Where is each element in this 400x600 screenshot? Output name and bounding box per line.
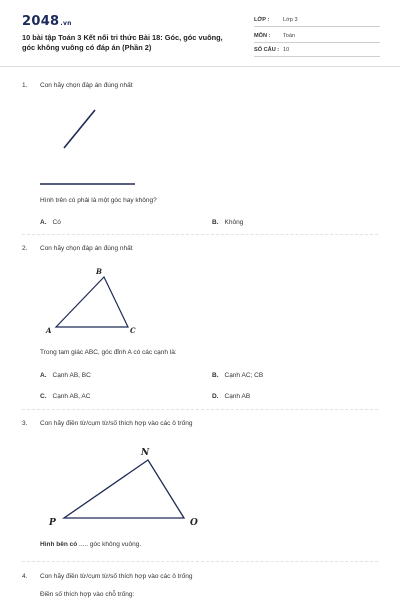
meta-count-label: SỐ CÂU : (254, 47, 280, 53)
vertex-p-label: P (49, 518, 56, 528)
question-2-prompt: Con hãy chọn đáp án đúng nhất (40, 245, 133, 252)
option-letter: B. (212, 372, 219, 379)
question-3-prompt: Con hãy điền từ/cụm từ/số thích hợp vào các ô trống (40, 420, 193, 427)
document-title-line-1: 10 bài tập Toán 3 Kết nối tri thức Bài 18: Góc, góc vuông, (22, 33, 223, 42)
meta-grade-value: Lớp 3 (283, 17, 298, 23)
option-letter: D. (212, 393, 219, 400)
option-letter: C. (40, 393, 47, 400)
option-letter: B. (212, 219, 219, 226)
question-1-text: Hình trên có phải là một góc hay không? (40, 197, 157, 204)
option-text: Không (224, 219, 244, 226)
question-separator (22, 561, 378, 562)
meta-grade-label: LỚP : (254, 17, 270, 23)
vertex-n-label: N (141, 448, 150, 458)
meta-count-value: 10 (283, 47, 290, 53)
vertex-o-label: O (190, 518, 198, 528)
meta-subject-value: Toán (283, 33, 296, 39)
option-letter: A. (40, 372, 47, 379)
triangle-npo-shape (64, 460, 184, 518)
question-3-text (40, 541, 141, 548)
logo-main: 2048 (22, 14, 60, 29)
vertex-c-label: C (130, 326, 136, 335)
question-1-prompt: Con hãy chọn đáp án đúng nhất (40, 82, 133, 89)
question-4-number: 4. (22, 573, 28, 580)
option-text: Có (52, 219, 61, 226)
question-4-prompt: Con hãy điền từ/cụm từ/số thích hợp vào các ô trống (40, 573, 193, 580)
logo-suffix: .vn (60, 20, 72, 27)
question-4-text: Điền số thích hợp vào chỗ trống: (40, 591, 135, 598)
meta-subject-label: MÔN : (254, 33, 271, 39)
question-3-text-bold: Hình bên có (40, 541, 78, 548)
option-text: Cạnh AB, AC (52, 393, 91, 400)
option-letter: A. (40, 219, 47, 226)
vertex-a-label: A (46, 326, 52, 335)
vertex-b-label: B (96, 267, 102, 276)
document-title-line-2: góc không vuông có đáp án (Phần 2) (22, 43, 152, 52)
option-text: Cạnh AB, BC (52, 372, 91, 379)
question-3-blank-text[interactable]: ..... góc không vuông. (77, 541, 142, 548)
option-text: Cạnh AC; CB (224, 372, 264, 379)
question-1-number: 1. (22, 82, 28, 89)
question-3-number: 3. (22, 420, 28, 427)
option-text: Cạnh AB (224, 393, 251, 400)
question-2-text: Trong tam giác ABC, góc đỉnh A có các cạnh là: (40, 349, 177, 356)
question-2-number: 2. (22, 245, 28, 252)
